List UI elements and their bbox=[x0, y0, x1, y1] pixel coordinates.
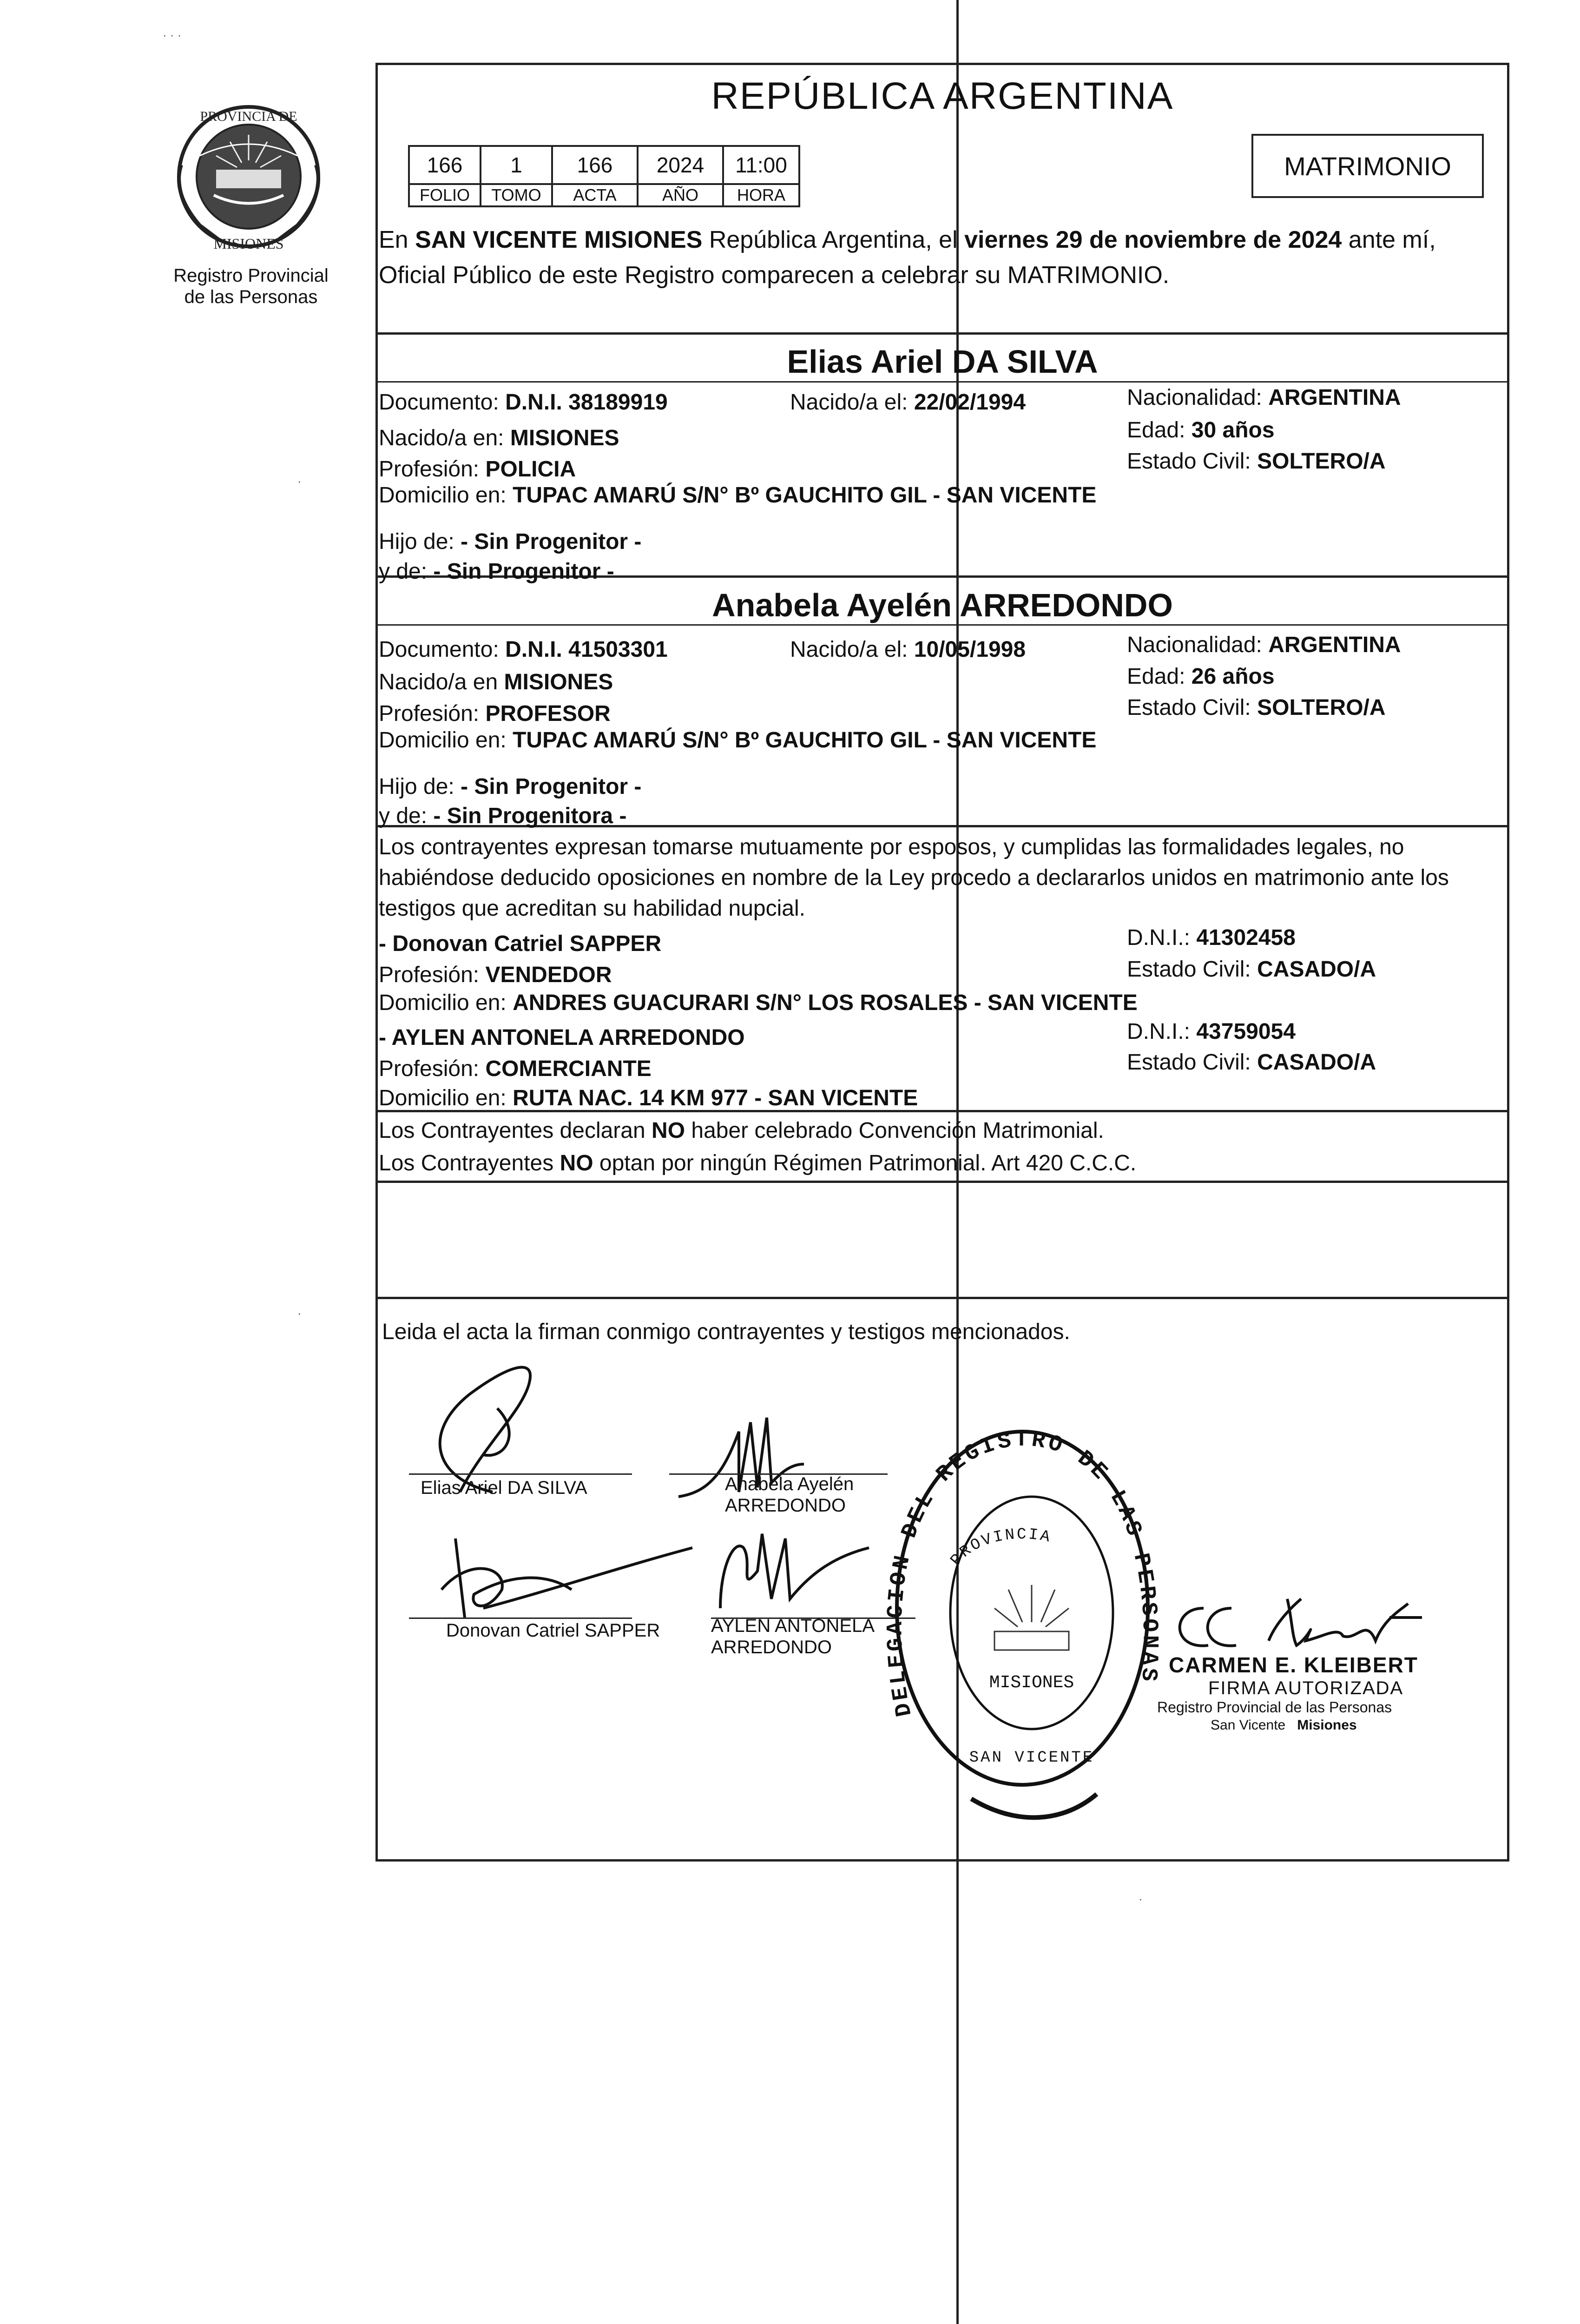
c2-edad: Edad: 26 años bbox=[1127, 664, 1275, 689]
c2-profesion: Profesión: PROFESOR bbox=[379, 701, 611, 726]
intro-mid: República Argentina, el bbox=[709, 226, 958, 253]
c1-nacido-en: Nacido/a en: MISIONES bbox=[379, 426, 619, 450]
authorized-name: CARMEN E. KLEIBERT bbox=[1169, 1653, 1418, 1677]
registry-table bbox=[408, 145, 800, 207]
acta-value: 166 bbox=[552, 146, 638, 184]
authorized-role: FIRMA AUTORIZADA bbox=[1208, 1678, 1404, 1698]
seal-inner-bottom: MISIONES bbox=[989, 1673, 1074, 1693]
c2-hijo-de: Hijo de: - Sin Progenitor - bbox=[379, 774, 642, 799]
intro-suffix: ante mí, Oficial Público de este Registro comparecen a celebrar su MATRIMONIO. bbox=[379, 226, 1436, 289]
seal-inner-top: PROVINCIA bbox=[947, 1525, 1053, 1570]
acta-label: ACTA bbox=[552, 184, 638, 206]
c2-nacido-el: Nacido/a el: 10/05/1998 bbox=[790, 637, 1026, 662]
c1-hijo-de: Hijo de: - Sin Progenitor - bbox=[379, 529, 642, 554]
intro-paragraph bbox=[379, 222, 1506, 293]
divider bbox=[375, 332, 1509, 335]
c1-nacido-el: Nacido/a el: 22/02/1994 bbox=[790, 390, 1026, 415]
intro-prefix: En bbox=[379, 226, 408, 253]
intro-place: SAN VICENTE MISIONES bbox=[415, 226, 703, 253]
logo-top-text: PROVINCIA DE bbox=[200, 109, 297, 124]
divider bbox=[375, 381, 1509, 383]
authorized-place: San Vicente Misiones bbox=[1211, 1717, 1357, 1733]
authorized-signature bbox=[1162, 1590, 1450, 1659]
testigo1-dni: D.N.I.: 41302458 bbox=[1127, 925, 1296, 950]
c2-domicilio: Domicilio en: TUPAC AMARÚ S/N° Bº GAUCHITO GIL - SAN VICENTE bbox=[379, 728, 1097, 753]
seal-outer-text: DELEGACION DEL REGISTRO DE LAS PERSONAS bbox=[883, 1427, 1162, 1719]
signature-donovan-sapper bbox=[414, 1520, 702, 1622]
c1-documento: Documento: D.N.I. 38189919 bbox=[379, 390, 668, 415]
c1-estado-civil: Estado Civil: SOLTERO/A bbox=[1127, 449, 1386, 474]
testigo2-profesion: Profesión: COMERCIANTE bbox=[379, 1056, 652, 1081]
anio-value: 2024 bbox=[638, 146, 723, 184]
testigo1-estado-civil: Estado Civil: CASADO/A bbox=[1127, 957, 1376, 982]
scan-noise: · · · bbox=[163, 28, 182, 42]
signature-aylen-arredondo bbox=[702, 1520, 878, 1618]
page-title: REPÚBLICA ARGENTINA bbox=[711, 75, 1174, 117]
signature-line bbox=[409, 1473, 632, 1475]
testigo2-estado-civil: Estado Civil: CASADO/A bbox=[1127, 1050, 1376, 1075]
scan-noise: · bbox=[297, 1306, 302, 1320]
document-type-box: MATRIMONIO bbox=[1251, 134, 1484, 198]
divider bbox=[375, 1181, 1509, 1183]
authorized-org: Registro Provincial de las Personas bbox=[1157, 1699, 1392, 1716]
provincia-misiones-seal-logo bbox=[172, 100, 325, 258]
scan-noise: · bbox=[297, 474, 302, 488]
c1-y-de: y de: - Sin Progenitor - bbox=[379, 559, 614, 584]
closing-text: Leida el acta la firman conmigo contrayentes y testigos mencionados. bbox=[382, 1320, 1070, 1344]
convencion-line1: Los Contrayentes declaran NO haber celebrado Convención Matrimonial. bbox=[379, 1118, 1104, 1143]
contrayente2-name: Anabela Ayelén ARREDONDO bbox=[712, 587, 1173, 623]
seal-bottom-text: SAN VICENTE bbox=[969, 1749, 1094, 1767]
contrayente1-name: Elias Ariel DA SILVA bbox=[787, 343, 1098, 380]
tomo-label: TOMO bbox=[481, 184, 552, 206]
declaration-paragraph: Los contrayentes expresan tomarse mutuamente por esposos, y cumplidas las formalidades legales, no habiéndose deducido oposiciones en nombre de la Ley procedo a declararlos unidos en matrimonio ante los testigos que acreditan su habilidad nupcial. bbox=[379, 835, 1449, 921]
testigo2-domicilio: Domicilio en: RUTA NAC. 14 KM 977 - SAN VICENTE bbox=[379, 1086, 918, 1110]
c1-profesion: Profesión: POLICIA bbox=[379, 457, 576, 482]
sig3-label: Donovan Catriel SAPPER bbox=[446, 1620, 660, 1641]
hora-value: 11:00 bbox=[723, 146, 799, 184]
testigo2-name: - AYLEN ANTONELA ARREDONDO bbox=[379, 1025, 745, 1050]
delegation-stamp-seal bbox=[878, 1390, 1166, 1836]
sig2-label: Anabela Ayelén ARREDONDO bbox=[725, 1474, 854, 1516]
c2-estado-civil: Estado Civil: SOLTERO/A bbox=[1127, 695, 1386, 720]
logo-caption bbox=[153, 265, 349, 308]
tomo-value: 1 bbox=[481, 146, 552, 184]
hora-label: HORA bbox=[723, 184, 799, 206]
sig4-label: AYLEN ANTONELA ARREDONDO bbox=[711, 1616, 875, 1657]
logo-caption-line1: Registro Provincial bbox=[173, 265, 329, 286]
svg-text:PROVINCIA bbox=[948, 1526, 1053, 1570]
anio-label: AÑO bbox=[638, 184, 723, 206]
c1-nacionalidad: Nacionalidad: ARGENTINA bbox=[1127, 385, 1401, 410]
c1-domicilio: Domicilio en: TUPAC AMARÚ S/N° Bº GAUCHITO GIL - SAN VICENTE bbox=[379, 483, 1097, 508]
sig1-label: Elias Ariel DA SILVA bbox=[421, 1478, 587, 1498]
convencion-line2: Los Contrayentes NO optan por ningún Régimen Patrimonial. Art 420 C.C.C. bbox=[379, 1151, 1137, 1175]
logo-bottom-text: MISIONES bbox=[213, 235, 284, 252]
c2-documento: Documento: D.N.I. 41503301 bbox=[379, 637, 668, 662]
c2-y-de: y de: - Sin Progenitora - bbox=[379, 804, 627, 828]
testigo1-profesion: Profesión: VENDEDOR bbox=[379, 963, 612, 987]
scan-noise: · bbox=[1139, 1892, 1143, 1906]
divider bbox=[375, 624, 1509, 626]
testigo1-domicilio: Domicilio en: ANDRES GUACURARI S/N° LOS ROSALES - SAN VICENTE bbox=[379, 990, 1138, 1015]
c1-edad: Edad: 30 años bbox=[1127, 418, 1275, 442]
logo-caption-line2: de las Personas bbox=[184, 287, 318, 307]
divider bbox=[375, 1297, 1509, 1299]
testigo2-dni: D.N.I.: 43759054 bbox=[1127, 1019, 1296, 1044]
testigo1-name: - Donovan Catriel SAPPER bbox=[379, 931, 662, 956]
c2-nacionalidad: Nacionalidad: ARGENTINA bbox=[1127, 633, 1401, 657]
folio-value: 166 bbox=[409, 146, 481, 184]
signature-line bbox=[409, 1618, 632, 1619]
intro-date: viernes 29 de noviembre de 2024 bbox=[964, 226, 1342, 253]
folio-label: FOLIO bbox=[409, 184, 481, 206]
c2-nacido-en: Nacido/a en MISIONES bbox=[379, 670, 613, 694]
